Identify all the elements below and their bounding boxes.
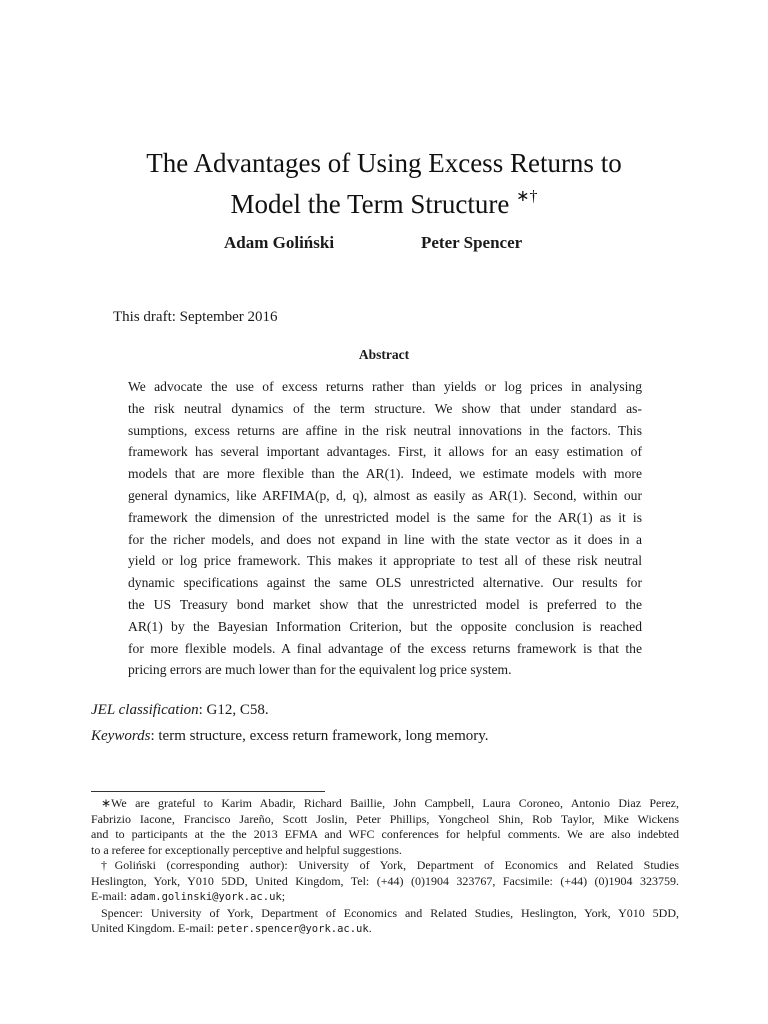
abstract-line: dynamic specifications against the same OLS unrestricted alternative. Our results for <box>128 575 642 591</box>
paper-title <box>60 146 708 222</box>
abstract-line: for the richer models, and does not expand in line with the state vector as it does in a <box>128 531 642 547</box>
jel-value: : G12, C58. <box>198 702 269 718</box>
abstract-line: the risk neutral dynamics of the term structure. We show that under standard as- <box>128 400 642 416</box>
abstract-line: the US Treasury bond market show that the unrestricted model is preferred to the <box>128 596 642 612</box>
abstract-line: yield or log price framework. This makes it appropriate to test all of these risk neutral <box>128 553 642 569</box>
footnote-email-line <box>91 921 679 938</box>
footnote-line: Fabrizio Iacone, Francisco Jareño, Scott Joslin, Peter Phillips, Yongcheol Shin, Rob Taylor, Mike Wickens <box>91 811 679 826</box>
keywords-label: Keywords <box>91 728 151 744</box>
email-golinski[interactable]: adam.golinski@york.ac.uk <box>130 891 282 903</box>
abstract-line: pricing errors are much lower than for the equivalent log price system. <box>128 662 512 678</box>
abstract-line: AR(1) by the Bayesian Information Criterion, but the opposite conclusion is reached <box>128 618 642 634</box>
email-spencer[interactable]: peter.spencer@york.ac.uk <box>216 923 369 935</box>
author-golinski: Adam Goliński <box>224 233 335 252</box>
abstract-line: for more flexible models. A final advantage of the excess returns framework is that the <box>128 640 642 656</box>
email-label: E-mail: <box>91 889 130 903</box>
footnotes <box>91 796 679 938</box>
keywords-value: : term structure, excess return framework, long memory. <box>150 728 489 744</box>
footnote-line: Heslington, York, Y010 5DD, United Kingdom, Tel: (+44) (0)1904 323767, Facsimile: (+44) (0)1904 323759. <box>91 873 679 888</box>
footnote-rule <box>91 791 325 792</box>
title-line-2 <box>60 181 708 222</box>
jel-label: JEL classification <box>91 702 199 718</box>
title-line-2-text: Model the Term Structure <box>230 189 510 219</box>
footnote-line: ∗We are grateful to Karim Abadir, Richard Baillie, John Campbell, Laura Coroneo, Antonio Diaz Perez, <box>101 796 679 810</box>
title-line-1: The Advantages of Using Excess Returns to <box>146 148 622 178</box>
footnote-email-line <box>91 889 679 906</box>
abstract-heading: Abstract <box>358 347 410 362</box>
footnote-line: Spencer: University of York, Department of Economics and Related Studies, Heslington, York, Y010 5DD, <box>101 905 679 920</box>
abstract-line: sumptions, excess returns are affine in the risk neutral innovations in the factors. This <box>128 422 642 438</box>
jel-classification <box>91 702 269 719</box>
email-suffix: . <box>368 921 372 935</box>
footnote-line: †Goliński (corresponding author): University of York, Department of Economics and Related Studies <box>101 858 679 872</box>
abstract-body <box>128 376 642 681</box>
abstract-line: framework has several important advantages. First, it allows for an easy estimation of <box>128 444 642 460</box>
draft-date: This draft: September 2016 <box>113 309 278 325</box>
abstract-line: We advocate the use of excess returns rather than yields or log prices in analysing <box>128 379 642 394</box>
abstract-line: framework the dimension of the unrestricted model is the same for the AR(1) as it is <box>128 509 642 525</box>
spencer-line-2-prefix: United Kingdom. E-mail: <box>91 921 217 935</box>
footnote-line: and to participants at the the 2013 EFMA and WFC conferences for helpful comments. We are also indebted <box>91 827 679 841</box>
title-footnote-marks: ∗† <box>516 188 538 205</box>
email-suffix: ; <box>281 889 286 903</box>
keywords <box>91 728 489 745</box>
author-spencer: Peter Spencer <box>421 233 523 252</box>
footnote-line: to a referee for exceptionally perceptive and helpful suggestions. <box>91 842 402 857</box>
abstract-line: general dynamics, like ARFIMA(p, d, q), almost as easily as AR(1). Second, within our <box>128 487 642 503</box>
abstract-line: models that are more flexible than the AR(1). Indeed, we estimate models with more <box>128 466 642 482</box>
